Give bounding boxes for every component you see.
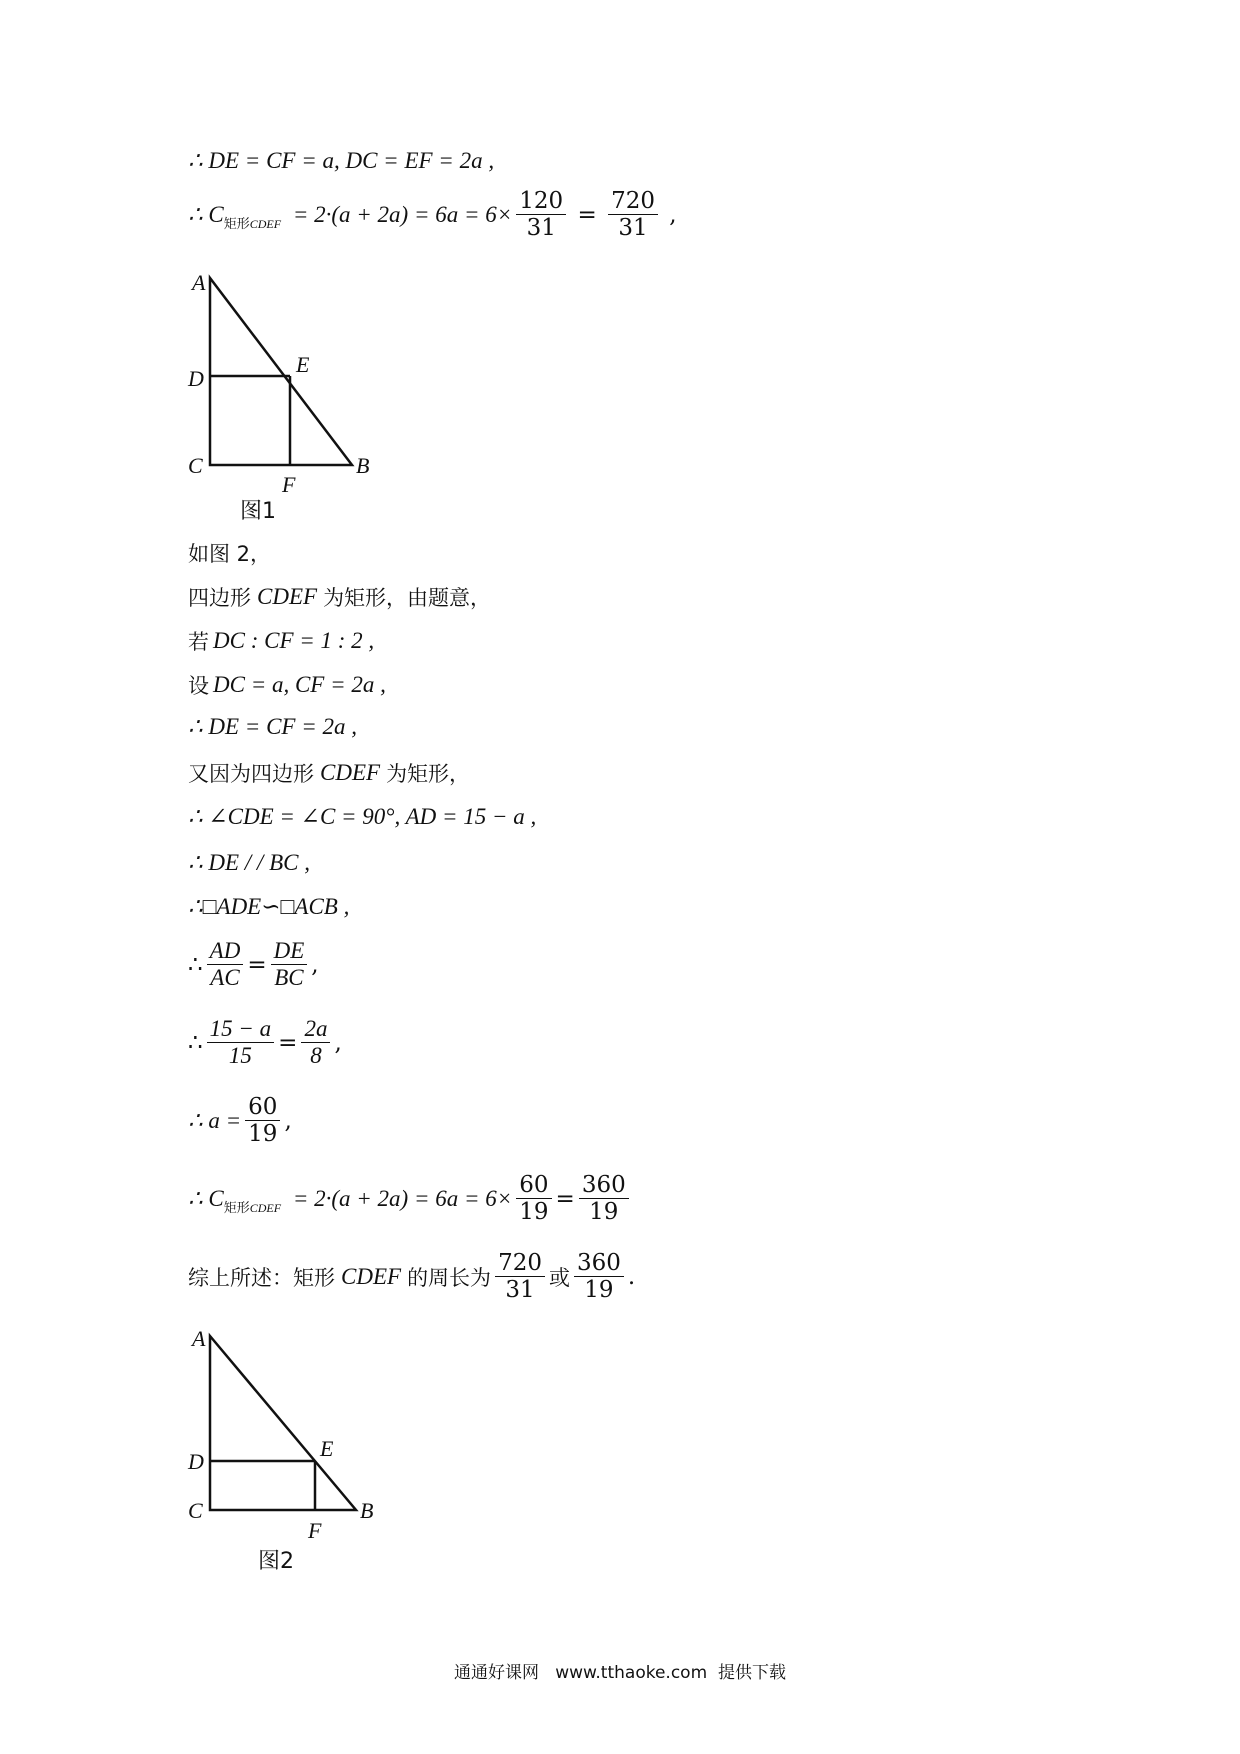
label-e: E [320, 1436, 334, 1461]
formula-prefix: ∴ C [188, 201, 224, 227]
fraction-denominator: 31 [526, 215, 556, 242]
label-b: B [360, 1498, 374, 1523]
fraction-denominator: 15 [228, 1043, 252, 1069]
solution-line-12 [188, 938, 319, 992]
triangle-acb [210, 1336, 356, 1510]
conclusion-line [188, 1250, 635, 1304]
triangle-acb [210, 278, 352, 465]
label-f: F [282, 472, 296, 497]
fraction-numerator: 60 [245, 1094, 280, 1121]
solution-line-4 [188, 582, 491, 612]
text-math: DC = a, CF = 2a , [213, 672, 386, 697]
page-footer: 通通好课网 www.tthaoke.com 提供下载 [454, 1663, 786, 1683]
fraction [608, 188, 658, 242]
formula-prefix: ∴ a = [188, 1107, 242, 1133]
subscript-cn: 矩形 [223, 1201, 250, 1217]
fraction-numerator: AD [207, 938, 244, 965]
text-cn: 为矩形， [386, 762, 471, 786]
fraction [207, 938, 244, 992]
fraction [495, 1250, 545, 1304]
text-cn: 的周长为 [407, 1265, 492, 1290]
label-a: A [192, 270, 206, 295]
figure-1 [180, 260, 380, 530]
label-c: C [188, 453, 203, 478]
fraction-numerator: 720 [608, 188, 658, 215]
formula-suffix: , [661, 201, 677, 228]
fraction-denominator: 31 [505, 1277, 535, 1304]
text-cn: 综上所述：矩形 [188, 1265, 335, 1290]
text-math: CDEF [320, 760, 381, 785]
text-cn: 又因为四边形 [188, 762, 314, 786]
formula-prefix: ∴ C [188, 1185, 224, 1211]
fraction-numerator: 120 [516, 188, 566, 215]
figure-2 [180, 1316, 400, 1586]
label-e: E [296, 352, 310, 377]
solution-line-14 [188, 1094, 292, 1148]
fraction-denominator: AC [210, 965, 240, 991]
therefore-symbol: ∴ [188, 1029, 203, 1056]
label-d: D [188, 1449, 204, 1474]
fraction-denominator: 8 [310, 1043, 322, 1069]
label-a: A [192, 1326, 206, 1351]
text-math: CDEF [341, 1263, 402, 1289]
fraction [271, 938, 308, 992]
fraction [207, 1016, 275, 1070]
perimeter-formula-2 [188, 1172, 633, 1226]
period: . [627, 1263, 636, 1290]
text-cn: 设 [188, 674, 209, 698]
text-or: 或 [548, 1265, 570, 1290]
solution-line-6 [188, 670, 386, 700]
solution-line-13 [188, 1016, 342, 1070]
formula-middle: = 2·(a + 2a) = 6a = 6× [287, 201, 513, 227]
fraction-denominator: 19 [584, 1277, 614, 1304]
comma: , [334, 1029, 342, 1056]
subscript-cn: 矩形 [223, 217, 250, 233]
figure-1-caption: 图1 [240, 499, 276, 524]
fraction-numerator: 360 [579, 1172, 629, 1199]
formula-subscript [224, 213, 281, 232]
fraction-numerator: 15 − a [207, 1016, 275, 1043]
therefore-symbol: ∴ [188, 951, 203, 978]
label-b: B [356, 453, 370, 478]
formula-middle: = 2·(a + 2a) = 6a = 6× [287, 1185, 513, 1211]
label-c: C [188, 1498, 203, 1523]
solution-line-7: ∴ DE = CF = 2a , [188, 714, 357, 739]
fraction-denominator: 19 [589, 1199, 619, 1226]
fraction-numerator: 720 [495, 1250, 545, 1277]
label-f: F [308, 1518, 322, 1543]
fraction-denominator: 31 [618, 215, 648, 242]
figure-2-caption: 图2 [258, 1549, 294, 1574]
fraction-numerator: 2a [301, 1016, 330, 1043]
fraction-numerator: 60 [516, 1172, 551, 1199]
equals-sign: = [278, 1029, 298, 1056]
fraction [579, 1172, 629, 1226]
solution-line-9: ∴ ∠CDE = ∠C = 90°, AD = 15 − a , [188, 804, 537, 829]
solution-line-1: ∴ DE = CF = a, DC = EF = 2a , [188, 148, 495, 173]
text-math: CDEF [257, 584, 318, 609]
fraction [516, 1172, 551, 1226]
fraction-denominator: 19 [519, 1199, 549, 1226]
solution-line-10: ∴ DE / / BC , [188, 850, 310, 875]
comma: , [311, 951, 319, 978]
equals-sign: = [570, 201, 605, 228]
equals-sign: = [555, 1185, 575, 1212]
label-d: D [188, 366, 204, 391]
fraction-numerator: 360 [574, 1250, 624, 1277]
solution-line-8 [188, 758, 470, 788]
fraction [301, 1016, 330, 1070]
solution-line-5 [188, 626, 374, 656]
formula-subscript [224, 1197, 281, 1216]
text-cn: 若 [188, 630, 209, 654]
fraction [574, 1250, 624, 1304]
perimeter-formula-1 [188, 188, 677, 242]
equals-sign: = [247, 951, 267, 978]
text-math: DC : CF = 1 : 2 , [213, 628, 375, 653]
text-cn: 四边形 [188, 586, 251, 610]
solution-line-11: ∴□ADE∽□ACB , [188, 894, 350, 919]
fraction [245, 1094, 280, 1148]
text-cn: 为矩形，由题意， [323, 586, 492, 610]
fraction-denominator: 19 [248, 1121, 278, 1148]
fraction-numerator: DE [271, 938, 308, 965]
solution-line-3: 如图 2， [188, 542, 272, 566]
subscript-it: CDEF [249, 1201, 282, 1216]
fraction [516, 188, 566, 242]
fraction-denominator: BC [274, 965, 304, 991]
subscript-it: CDEF [249, 217, 282, 232]
comma: , [284, 1107, 292, 1134]
